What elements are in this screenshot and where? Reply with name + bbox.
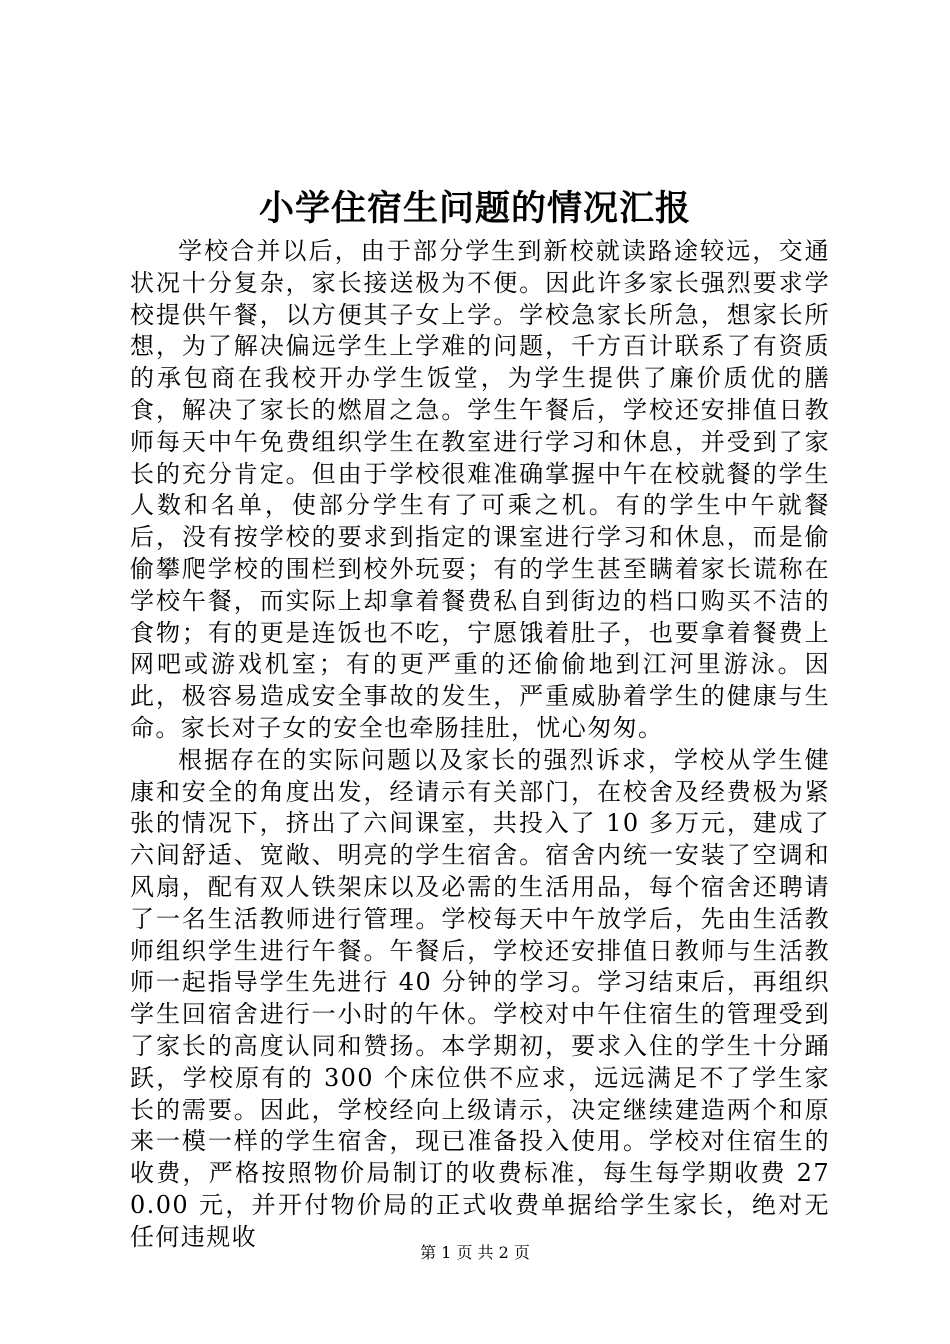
- document-body: [130, 236, 830, 1254]
- body-paragraph-2: 根据存在的实际问题以及家长的强烈诉求，学校从学生健康和安全的角度出发，经请示有关部门，在校舍及经费极为紧张的情况下，挤出了六间课室，共投入了 10 多万元，建成了六间舒适、宽敞、明亮的学生宿舍。宿舍内统一安装了空调和风扇，配有双人铁架床以及必需的生活用品，每个宿舍还聘请了一名生活教师进行管理。学校每天中午放学后，先由生活教师组织学生进行午餐。午餐后，学校还安排值日教师与生活教师一起指导学生先进行 40 分钟的学习。学习结束后，再组织学生回宿舍进行一小时的午休。学校对中午住宿生的管理受到了家长的高度认同和赞扬。本学期初，要求入住的学生十分踊跃，学校原有的 300 个床位供不应求，远远满足不了学生家长的需要。因此，学校经向上级请示，决定继续建造两个和原来一模一样的学生宿舍，现已准备投入使用。学校对住宿生的收费，严格按照物价局制订的收费标准，每生每学期收费 270.00 元，并开付物价局的正式收费单据给学生家长，绝对无任何违规收: [130, 745, 830, 1251]
- document-title: 小学住宿生问题的情况汇报: [258, 188, 691, 229]
- body-paragraph-1: 学校合并以后，由于部分学生到新校就读路途较远，交通状况十分复杂，家长接送极为不便。因此许多家长强烈要求学校提供午餐，以方便其子女上学。学校急家长所急，想家长所想，为了解决偏远学生上学难的问题，千方百计联系了有资质的承包商在我校开办学生饭堂，为学生提供了廉价质优的膳食，解决了家长的燃眉之急。学生午餐后，学校还安排值日教师每天中午免费组织学生在教室进行学习和休息，并受到了家长的充分肯定。但由于学校很难准确掌握中午在校就餐的学生人数和名单，使部分学生有了可乘之机。有的学生中午就餐后，没有按学校的要求到指定的课室进行学习和休息，而是偷偷攀爬学校的围栏到校外玩耍；有的学生甚至瞒着家长谎称在学校午餐，而实际上却拿着餐费私自到街边的档口购买不洁的食物；有的更是连饭也不吃，宁愿饿着肚子，也要拿着餐费上网吧或游戏机室；有的更严重的还偷偷地到江河里游泳。因此，极容易造成安全事故的发生，严重威胁着学生的健康与生命。家长对子女的安全也牵肠挂肚，忧心匆匆。: [130, 237, 830, 742]
- page-number-footer: 第 1 页 共 2 页: [420, 1243, 530, 1262]
